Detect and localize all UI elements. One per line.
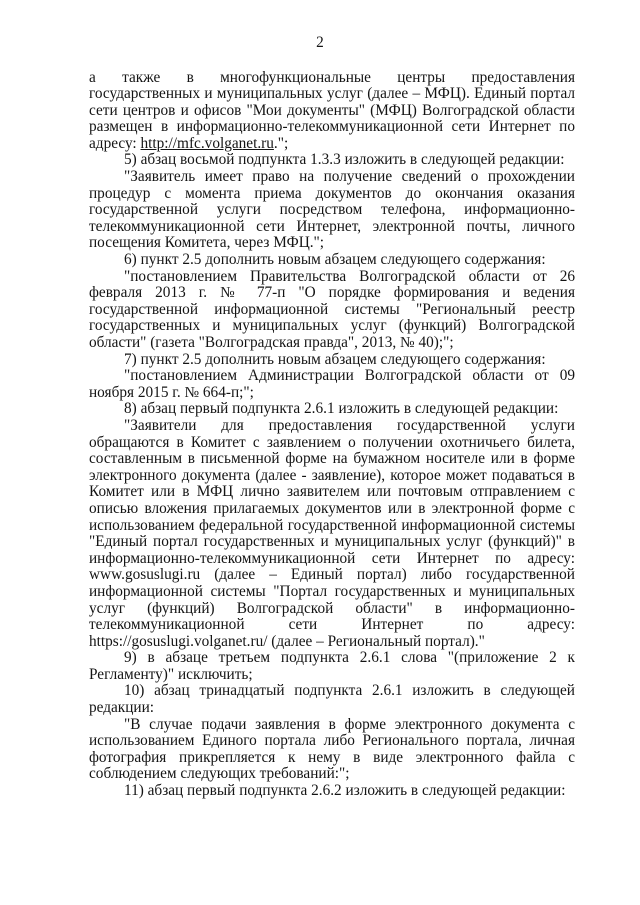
paragraph-item-8: 8) абзац первый подпункта 2.6.1 изложить в следующей редакции: [124,400,559,418]
mfc-website-link[interactable]: http://mfc.volganet.ru [140,134,274,152]
paragraph-item-8-quote: "Заявители для предоставления государственной услуги обращаются в Комитет с заявлением о получении охотничьего билета, составленным в письменной форме на бумажном носителе или в форме электронного документа (далее - заявление), которое может подаваться в Комитет или в МФЦ лично заявителем или почтовым отправлением с описью вложения прилагаемых документов или в электронной форме с использованием федеральной государственной информационной системы "Единый портал государственных и муниципальных услуг (функций)" в информационно-телекоммуникационной сети Интернет по адресу: www.gosuslugi.ru (далее – Единый портал) либо государственной информационной системы "Портал государственных и муниципальных услуг (функций) Волгоградской области" в информационно-телекоммуникационной сети Интернет по адресу: https://gosuslugi.volganet.ru/ (далее – Региональный портал)." [89,416,575,650]
paragraph-item-11: 11) абзац первый подпункта 2.6.2 изложить в следующей редакции: [124,782,566,800]
paragraph-mfc-portal [89,70,575,153]
paragraph-item-7-quote: "постановлением Администрации Волгоградской области от 09 ноября 2015 г. № 664-п;"; [89,367,575,401]
paragraph-text: а также в многофункциональные центры предоставления государственных и муниципальных услуг (далее – МФЦ). Единый портал сети центров и офисов "Мои документы" (МФЦ) Волгоградской области размещен в информационно-телекоммуникационной сети Интернет по адресу: [89,68,575,152]
paragraph-item-10-quote: "В случае подачи заявления в форме электронного документа с использованием Единого портала либо Регионального портала, личная фотография прикрепляется к нему в виде электронного файла с соблюдением следующих требований:"; [89,715,575,783]
document-body [89,70,575,800]
paragraph-tail: ."; [273,134,289,152]
paragraph-item-6: 6) пункт 2.5 дополнить новым абзацем следующего содержания: [124,251,546,269]
paragraph-item-5: 5) абзац восьмой подпункта 1.3.3 изложить в следующей редакции: [124,151,565,169]
paragraph-item-5-quote: "Заявитель имеет право на получение сведений о прохождении процедур с момента приема документов до окончания оказания государственной услуги посредством телефона, информационно-телекоммуникационной сети Интернет, электронной почты, личного посещения Комитета, через МФЦ."; [89,168,575,252]
paragraph-item-7: 7) пункт 2.5 дополнить новым абзацем следующего содержания: [124,350,546,368]
paragraph-item-6-quote: "постановлением Правительства Волгоградской области от 26 февраля 2013 г. № 77-п "О порядке формирования и ведения государственной информационной системы "Региональный реестр государственных и муниципальных услуг (функций) Волгоградской области" (газета "Волгоградская правда", 2013, № 40);"; [89,267,575,351]
paragraph-item-9: 9) в абзаце третьем подпункта 2.6.1 слова "(приложение 2 к Регламенту)" исключить; [89,649,575,683]
page-number: 2 [316,34,324,51]
paragraph-item-10: 10) абзац тринадцатый подпункта 2.6.1 изложить в следующей редакции: [89,682,575,717]
